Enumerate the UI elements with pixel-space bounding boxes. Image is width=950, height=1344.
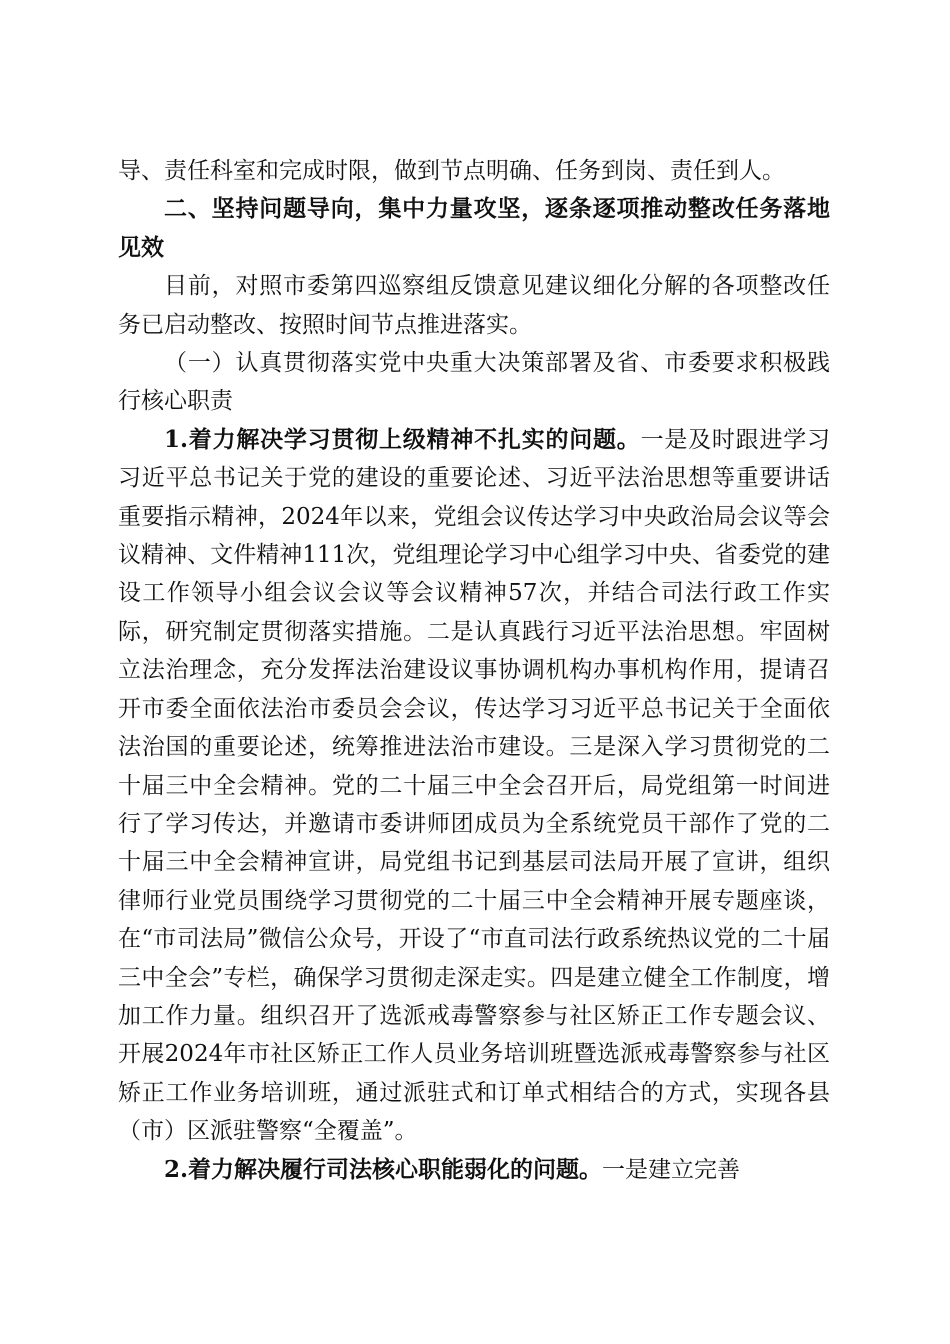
intro-paragraph: 目前，对照市委第四巡察组反馈意见建议细化分解的各项整改任务已启动整改、按照时间节点推进落实。 (118, 273, 830, 338)
section-2-heading: 二、坚持问题导向，集中力量攻坚，逐条逐项推动整改任务落地见效 (118, 196, 830, 261)
item-2-body: 一是建立完善 (602, 1156, 741, 1183)
document-body (118, 152, 830, 1189)
item-1-paragraph (118, 421, 830, 1151)
item-2-title: 2.着力解决履行司法核心职能弱化的问题。 (164, 1155, 603, 1183)
item-1-body: 一是及时跟进学习习近平总书记关于党的建设的重要论述、习近平法治思想等重要讲话重要指示精神，2024年以来，党组会议传达学习中央政治局会议等会议精神、文件精神111次，党组理论学习中心组学习中央、省委党的建设工作领导小组会议会议等会议精神57次，并结合司法行政工作实际，研究制定贯彻落实措施。二是认真践行习近平法治思想。牢固树立法治理念，充分发挥法治建设议事协调机构办事机构作用，提请召开市委全面依法治市委员会会议，传达学习习近平总书记关于全面依法治国的重要论述，统筹推进法治市建设。三是深入学习贯彻党的二十届三中全会精神。党的二十届三中全会召开后，局党组第一时间进行了学习传达，并邀请市委讲师团成员为全系统党员干部作了党的二十届三中全会精神宣讲，局党组书记到基层司法局开展了宣讲，组织律师行业党员围绕学习贯彻党的二十届三中全会精神开展专题座谈，在“市司法局”微信公众号，开设了“市直司法行政系统热议党的二十届三中全会”专栏，确保学习贯彻走深走实。四是建立健全工作制度，增加工作力量。组织召开了选派戒毒警察参与社区矫正工作专题会议、开展2024年市社区矫正工作人员业务培训班暨选派戒毒警察参与社区矫正工作业务培训班，通过派驻式和订单式相结合的方式，实现各县（市）区派驻警察“全覆盖”。 (118, 426, 831, 1145)
continued-paragraph: 导、责任科室和完成时限，做到节点明确、任务到岗、责任到人。 (118, 158, 785, 184)
subsection-1-heading: （一）认真贯彻落实党中央重大决策部署及省、市委要求积极践行核心职责 (118, 350, 830, 415)
item-2-paragraph (118, 1151, 830, 1189)
item-1-title: 1.着力解决学习贯彻上级精神不扎实的问题。 (164, 425, 641, 453)
